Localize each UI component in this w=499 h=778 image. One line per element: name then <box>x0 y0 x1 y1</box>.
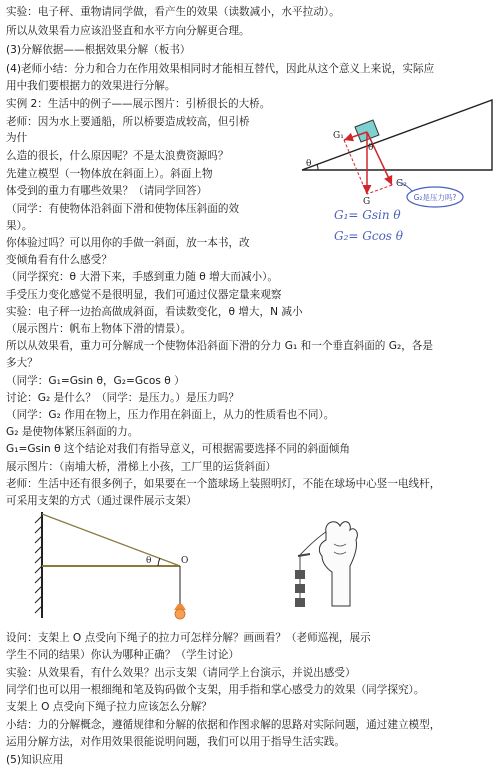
text-line: 果）。 <box>6 220 33 232</box>
lamp-bulb <box>175 609 185 619</box>
text-line: 实验：电子秤一边抬高做成斜面，看读数变化，θ 增大，N 减小 <box>6 306 303 318</box>
text-line: 运用分解方法，对作用效果很能说明问题，我们可以用于指导生活实践。 <box>6 736 345 748</box>
text-line: 支架上 O 点受向下绳子拉力应该怎么分解？ <box>6 701 212 713</box>
g-label: G <box>363 197 371 207</box>
text-line: 么造的很长，什么原因呢？不是太浪费资源吗？ <box>6 150 229 162</box>
text-line: 用中我们要根据力的效果进行分解。 <box>6 80 176 92</box>
section-heading: (5)知识应用 <box>6 754 64 766</box>
text-line: 同学们也可以用一根细绳和笔及钩码做个支架，用手指和掌心感受力的效果（同学探究）。 <box>6 684 425 696</box>
incline-force-diagram <box>300 100 495 250</box>
o-label: O <box>181 556 189 566</box>
weight <box>295 598 305 607</box>
text-line: 小结：力的分解概念，遵循规律和分解的依据和作图求解的思路对实际问题，通过建立模型， <box>6 719 441 731</box>
text-line: 老师：生活中还有很多例子，如果要在一个篮球场上装照明灯，不能在球场中心竖一电线杆， <box>6 478 441 490</box>
text-line: 所以从效果看，重力可分解成一个使物体沿斜面下滑的分力 G₁ 和一个垂直斜面的 G₂，各是 <box>6 340 433 352</box>
theta-label-force: θ <box>368 143 374 153</box>
dashed-line <box>367 185 392 194</box>
text-line: （同学探究：θ 大滑下来，手感到重力随 θ 增大而减小）。 <box>6 271 279 283</box>
text-line: （展示图片：帆布上物体下滑的情景）。 <box>6 323 192 335</box>
force-G2-arrow <box>367 132 392 185</box>
bracket-diagram <box>30 510 210 625</box>
dashed-line <box>344 140 367 194</box>
text-line: 实例 2：生活中的例子——展示图片：引桥很长的大桥。 <box>6 98 271 110</box>
weight <box>295 570 305 579</box>
text-line: 讨论：G₂ 是什么？（同学：是压力。）是压力吗？ <box>6 392 239 404</box>
text-line: （同学：有使物体沿斜面下滑和使物体压斜面的效 <box>6 203 240 215</box>
text-line: 多大？ <box>6 357 38 369</box>
text-line: 学生不同的结果）你认为哪种正确？（学生讨论） <box>6 649 240 661</box>
formula-g1: G₁= Gsin θ <box>334 208 401 222</box>
text-line: 手受压力变化感觉不是很明显，我们可通过仪器定量来观察 <box>6 289 282 301</box>
text-line: 展示图片：（南埔大桥，滑梯上小孩，工厂里的运货斜面） <box>6 461 277 473</box>
g1-label: G₁ <box>333 131 344 141</box>
text-line: 你体验过吗？可以用你的手做一斜面，放一本书，改 <box>6 237 250 249</box>
hand <box>319 522 357 606</box>
text-line: （同学：G₂ 作用在物上，压力作用在斜面上，从力的性质看也不同）。 <box>6 409 335 421</box>
text-line: 所以从效果看力应该沿竖直和水平方向分解更合理。 <box>6 25 250 37</box>
text-line: (4)老师小结：分力和合力在作用效果相同时才能相互替代，因此从这个意义上来说，实际应 <box>6 63 435 75</box>
text-line: 先建立模型（一物体放在斜面上）。斜面上物 <box>6 168 213 180</box>
text-line: 老师：因为水上要通船，所以桥要造成较高，但引桥 <box>6 116 250 128</box>
bubble-text: G₂是压力吗? <box>413 193 457 202</box>
formula-g2: G₂= Gcos θ <box>334 229 403 243</box>
text-line: 实验：从效果看，有什么效果？出示支架（请同学上台演示，并说出感受） <box>6 667 356 679</box>
pencil <box>298 554 310 556</box>
theta-arc <box>158 558 160 566</box>
text-line: G₂ 是使物体紧压斜面的力。 <box>6 426 139 438</box>
text-line: 实验：电子秤、重物请同学做，看产生的效果（读数减小，水平拉动）。 <box>6 6 340 18</box>
hand-bracket-photo <box>288 514 378 614</box>
rope <box>42 514 180 566</box>
section-heading: (3)分解依据——根据效果分解（板书） <box>6 44 191 56</box>
wall-hatch <box>35 516 42 613</box>
text-line: 设问：支架上 O 点受向下绳子的拉力可怎样分解？画画看？（老师巡视，展示 <box>6 632 371 644</box>
theta-label-bracket: θ <box>146 556 152 566</box>
text-line: G₁=Gsin θ 这个结论对我们有指导意义，可根据需要选择不同的斜面倾角 <box>6 443 350 455</box>
text-line: 为什 <box>6 132 28 144</box>
text-line: 体受到的重力有哪些效果？（请同学回答） <box>6 185 208 197</box>
weight <box>295 584 305 593</box>
text-line: 变倾角看有什么感受？ <box>6 254 112 266</box>
text-line: 可采用支架的方式（通过课件展示支架） <box>6 495 197 507</box>
text-line: （同学：G₁=Gsin θ，G₂=Gcos θ ） <box>6 375 185 387</box>
incline-triangle <box>302 100 492 170</box>
g2-label: G₂ <box>396 179 407 189</box>
theta-label-incline: θ <box>306 159 312 169</box>
